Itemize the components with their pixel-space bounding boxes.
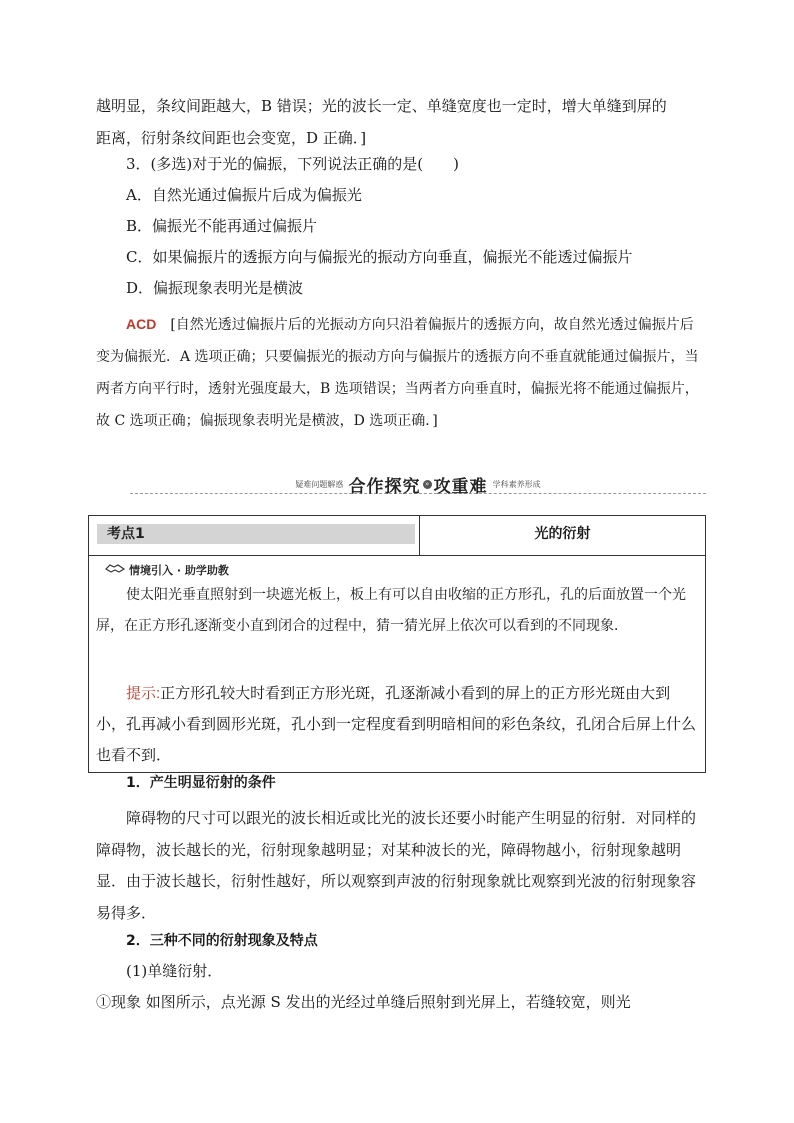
section2-heading: 2．三种不同的衍射现象及特点	[126, 933, 318, 949]
option-a: A．自然光通过偏振片后成为偏振光	[126, 186, 362, 204]
scene-label: 情境引入 · 助学助教	[129, 564, 229, 577]
banner-main-2: 攻重难	[433, 477, 488, 497]
banner-right-text: 学科素养形成	[492, 480, 541, 489]
hint-text: 正方形孔较大时看到正方形光斑，孔逐渐减小看到的屏上的正方形光斑由大到小，孔再减小看到圆形光斑，孔小到一定程度看到明暗相间的彩色条纹，孔闭合后屏上什么也看不到．	[96, 684, 697, 764]
answer-key: ACD	[126, 316, 157, 332]
topic-tab	[97, 524, 415, 544]
banner-left-text: 疑难问题解惑	[295, 480, 344, 489]
section1-text: 障碍物的尺寸可以跟光的波长相近或比光的波长还要小时能产生明显的衍射．对同样的障碍物，波长越长的光，衍射现象越明显；对某种波长的光，障碍物越小，衍射现象越明显．由于波长越长，衍射性越好，所以观察到声波的衍射现象就比观察到光波的衍射现象容易得多．	[96, 809, 697, 922]
answer-block	[96, 308, 706, 437]
section2-subheading: (1)单缝衍射．	[126, 962, 223, 980]
question-stem: 3．(多选)对于光的偏振，下列说法正确的是( )	[126, 155, 459, 173]
handshake-icon	[105, 562, 125, 574]
topic-tab-label: 考点1	[107, 526, 145, 542]
section1-heading: 1．产生明显衍射的条件	[126, 775, 276, 791]
continuation-line-2: 距离，衍射条纹间距也会变宽，D 正确．]	[96, 129, 367, 147]
section2-item1: ①现象 如图所示，点光源 S 发出的光经过单缝后照射到光屏上，若缝较宽，则光	[96, 993, 631, 1011]
hint-paragraph	[96, 678, 700, 771]
answer-explanation: [自然光透过偏振片后的光振动方向只沿着偏振片的透振方向，故自然光透过偏振片后变为偏振光．A 选项正确；只要偏振光的振动方向与偏振片的透振方向不垂直就能通过偏振片，当两者方向平行时，透射光强度最大，B 选项错误；当两者方向垂直时，偏振光将不能通过偏振片，故 C 选项正确；偏振现象表明光是横波，D 选项正确．]	[96, 317, 699, 429]
continuation-line-1: 越明显，条纹间距越大，B 错误；光的波长一定、单缝宽度也一定时，增大单缝到屏的	[96, 97, 667, 115]
option-d: D．偏振现象表明光是横波	[126, 279, 304, 297]
option-b: B．偏振光不能再通过偏振片	[126, 217, 318, 235]
option-c: C．如果偏振片的透振方向与偏振光的振动方向垂直，偏振光不能透过偏振片	[126, 248, 633, 266]
banner-main-1: 合作探究	[348, 477, 421, 497]
topic-title: 光的衍射	[534, 526, 591, 542]
topic-box	[88, 515, 706, 773]
section-banner	[130, 472, 706, 500]
topic-box-header	[89, 516, 705, 556]
chevron-right-icon: »	[423, 480, 432, 489]
hint-label: 提示:	[126, 685, 161, 702]
scene-text: 使太阳光垂直照射到一块遮光板上，板上有可以自由收缩的正方形孔，孔的后面放置一个光屏，在正方形孔逐渐变小直到闭合的过程中，猜一猜光屏上依次可以看到的不同现象．	[96, 587, 686, 634]
